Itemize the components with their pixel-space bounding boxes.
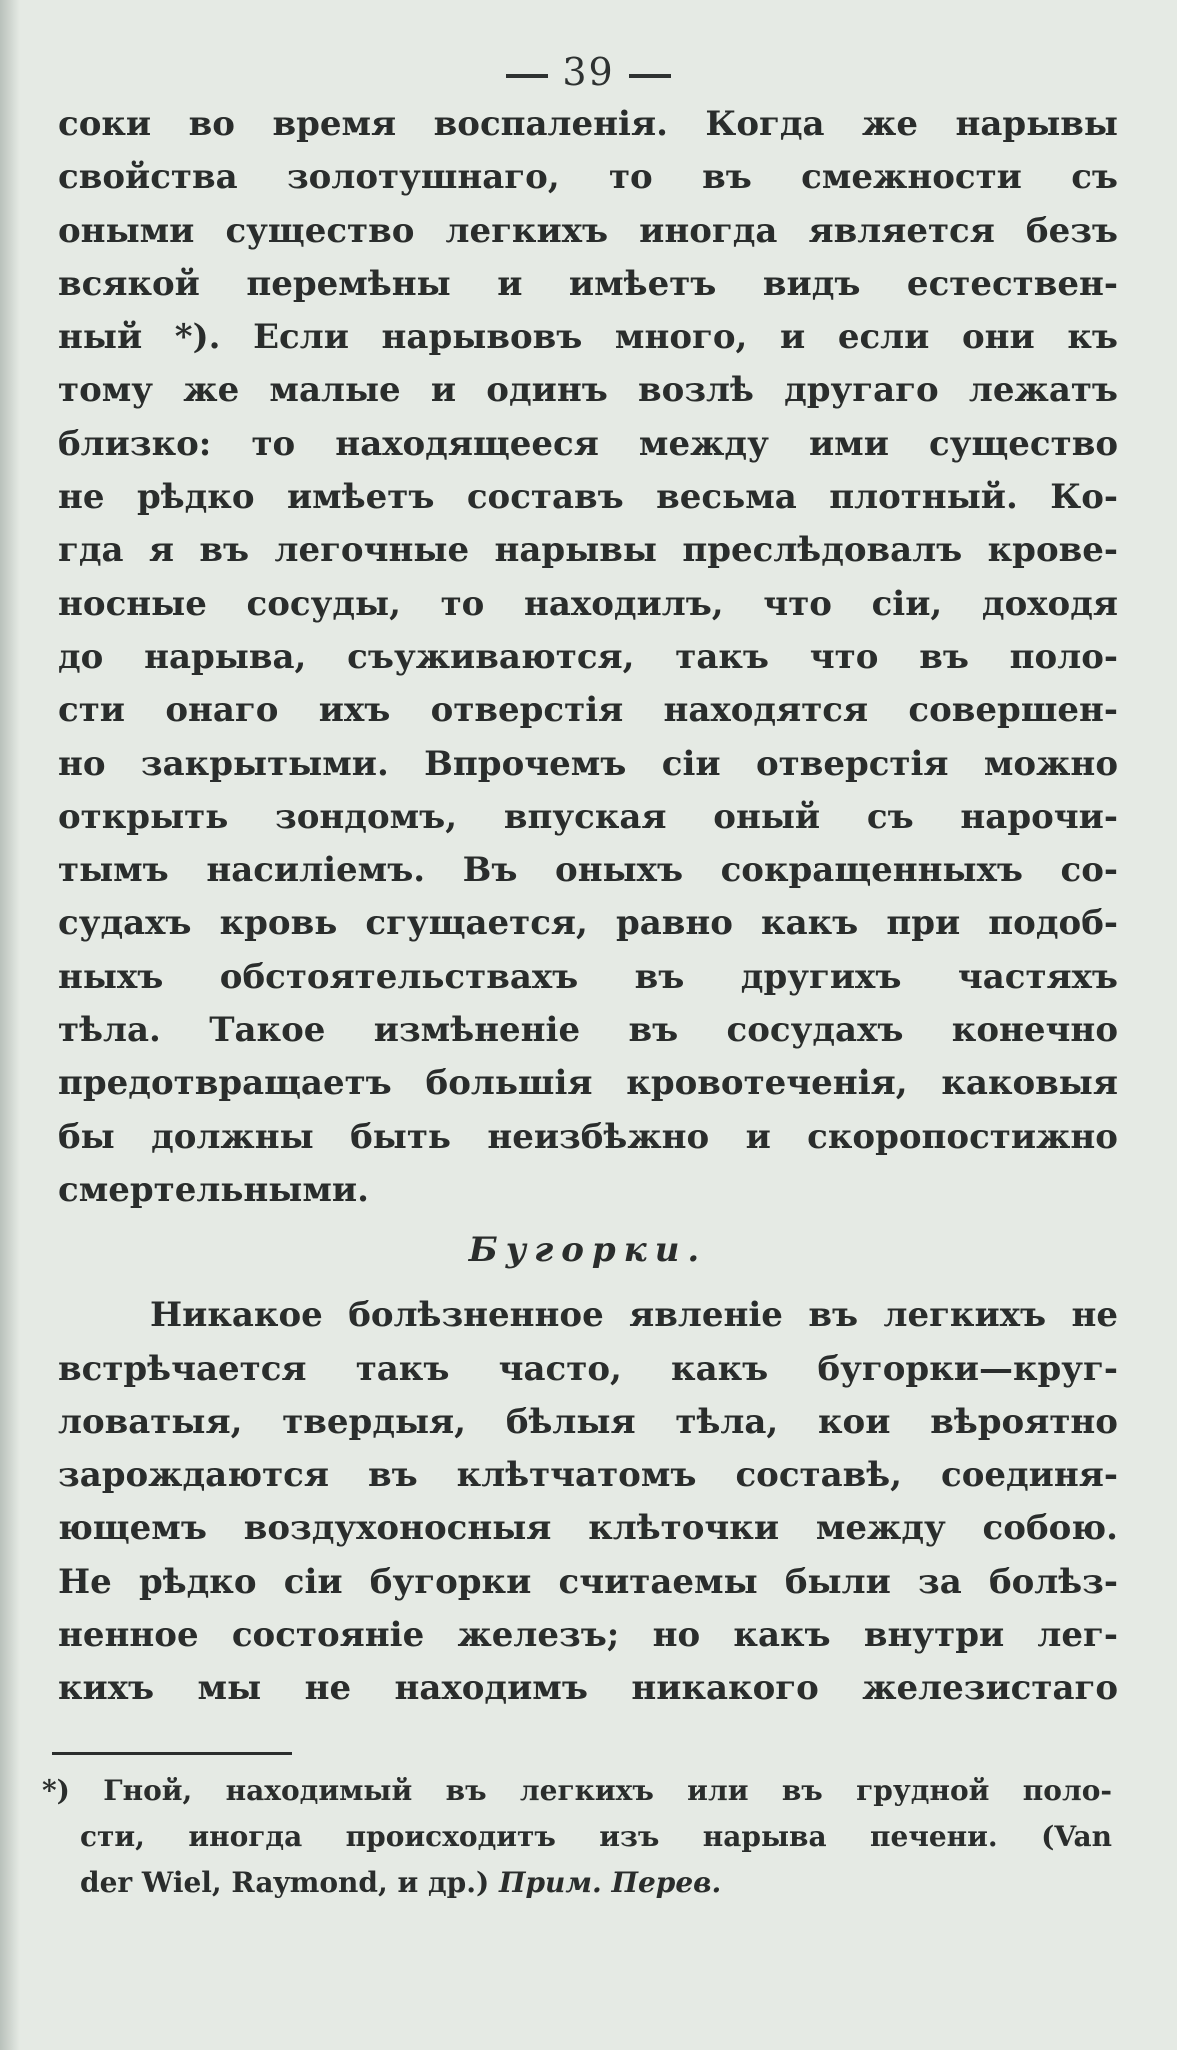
text-line: свойства золотушнаго, то въ смежности съ bbox=[58, 157, 1118, 198]
text-line: оными существо легкихъ иногда является безъ bbox=[58, 210, 1118, 251]
text-line: всякой перемѣны и имѣетъ видъ естествен- bbox=[58, 263, 1118, 304]
text-line: бы должны быть неизбѣжно и скоропостижно bbox=[58, 1116, 1118, 1157]
translator-note: Прим. Перев. bbox=[499, 1866, 722, 1899]
text-line: кихъ мы не находимъ никакого железистаго bbox=[58, 1668, 1118, 1709]
text-line: носные сосуды, то находилъ, что сіи, доходя bbox=[58, 583, 1118, 624]
text-line: судахъ кровь сгущается, равно какъ при подоб- bbox=[58, 903, 1118, 944]
text-line: но закрытыми. Впрочемъ сіи отверстія можно bbox=[58, 743, 1118, 784]
page-number: 39 bbox=[562, 50, 615, 94]
footnote-line-last bbox=[42, 1860, 1112, 1906]
text-line: сти онаго ихъ отверстія находятся совершен- bbox=[58, 690, 1118, 731]
text-line: ловатыя, твердыя, бѣлыя тѣла, кои вѣроятно bbox=[58, 1401, 1118, 1442]
text-line: ныхъ обстоятельствахъ въ другихъ частяхъ bbox=[58, 956, 1118, 997]
header-dash-left bbox=[506, 74, 548, 78]
text-line: до нарыва, съуживаются, такъ что въ поло- bbox=[58, 636, 1118, 677]
text-line: смертельными. bbox=[58, 1169, 369, 1210]
text-line: ющемъ воздухоносныя клѣточки между собою. bbox=[58, 1508, 1118, 1549]
text-line: ненное состояніе железъ; но какъ внутри лег- bbox=[58, 1615, 1118, 1656]
section-heading: Бугорки. bbox=[468, 1230, 708, 1271]
text-line: Не рѣдко сіи бугорки считаемы были за болѣз- bbox=[58, 1561, 1118, 1602]
footnote-line: *) Гной, находимый въ легкихъ или въ грудной поло- bbox=[42, 1774, 1112, 1807]
text-line: близко: то находящееся между ими существо bbox=[58, 423, 1118, 464]
footnote-divider bbox=[52, 1752, 292, 1755]
text-line: ный *). Если нарывовъ много, и если они къ bbox=[58, 317, 1118, 358]
text-line: гда я въ легочные нарывы преслѣдовалъ крове- bbox=[58, 530, 1118, 571]
text-line: Никакое болѣзненное явленіе въ легкихъ не bbox=[150, 1295, 1118, 1336]
text-line: не рѣдко имѣетъ составъ весьма плотный. Ко- bbox=[58, 477, 1118, 518]
text-line: тѣла. Такое измѣненіе въ сосудахъ конечно bbox=[58, 1010, 1118, 1051]
text-line: тому же малые и одинъ возлѣ другаго лежатъ bbox=[58, 370, 1118, 411]
header-dash-right bbox=[629, 74, 671, 78]
footnote-text: der Wiel, Raymond, и др.) bbox=[80, 1866, 490, 1899]
footnote bbox=[42, 1768, 1112, 1906]
main-text bbox=[58, 98, 1118, 1716]
page-gutter-shadow bbox=[0, 0, 20, 2050]
page-header bbox=[0, 50, 1177, 94]
footnote-line: сти, иногда происходитъ изъ нарыва печени. (Van bbox=[80, 1820, 1112, 1853]
text-line: зарождаются въ клѣтчатомъ составѣ, соединя- bbox=[58, 1455, 1118, 1496]
text-line: встрѣчается такъ часто, какъ бугорки—круг- bbox=[58, 1348, 1118, 1389]
text-line: соки во время воспаленія. Когда же нарывы bbox=[58, 104, 1118, 144]
text-line: тымъ насиліемъ. Въ оныхъ сокращенныхъ со- bbox=[58, 850, 1118, 891]
text-line: открыть зондомъ, впуская оный съ нарочи- bbox=[58, 796, 1118, 837]
text-line: предотвращаетъ большія кровотеченія, каковыя bbox=[58, 1063, 1118, 1104]
